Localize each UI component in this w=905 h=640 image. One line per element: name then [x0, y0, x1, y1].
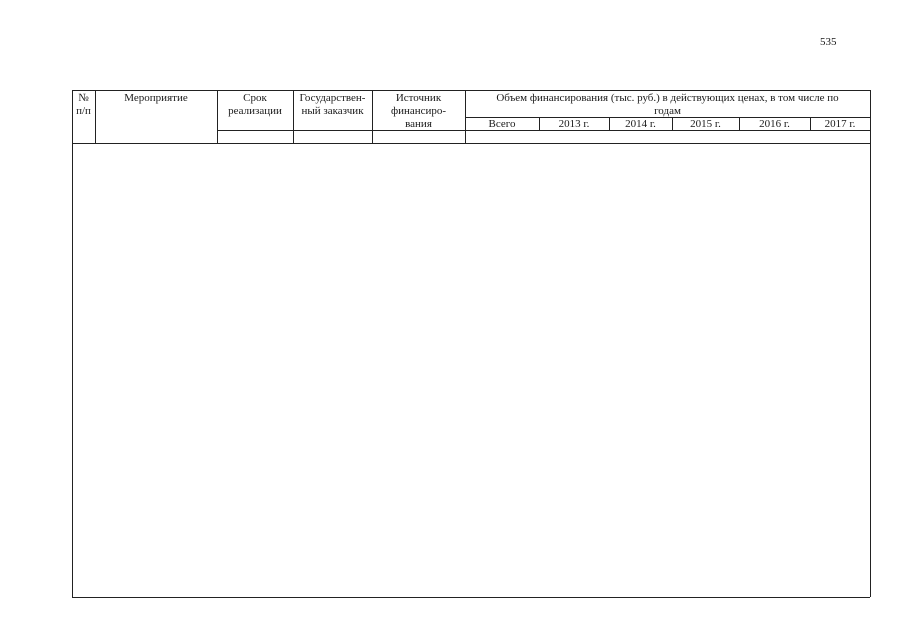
header-total: Всего — [488, 118, 516, 130]
header-source: Источник финансиро- вания — [390, 92, 447, 130]
header-year-1: 2013 г. — [558, 118, 590, 130]
header-term: Срок реализации — [228, 92, 282, 117]
page-number: 535 — [820, 36, 837, 48]
header-num: № п/п — [76, 92, 91, 117]
header-year-3: 2015 г. — [690, 118, 721, 130]
header-year-5: 2017 г. — [824, 118, 856, 130]
header-customer: Государствен- ный заказчик — [299, 92, 366, 117]
header-event: Мероприятие — [124, 92, 188, 104]
financing-table — [72, 90, 870, 597]
header-year-2: 2014 г. — [625, 118, 656, 130]
header-volume: Объем финансирования (тыс. руб.) в действующих ценах, в том числе по годам — [496, 92, 839, 117]
header-year-4: 2016 г. — [759, 118, 790, 130]
